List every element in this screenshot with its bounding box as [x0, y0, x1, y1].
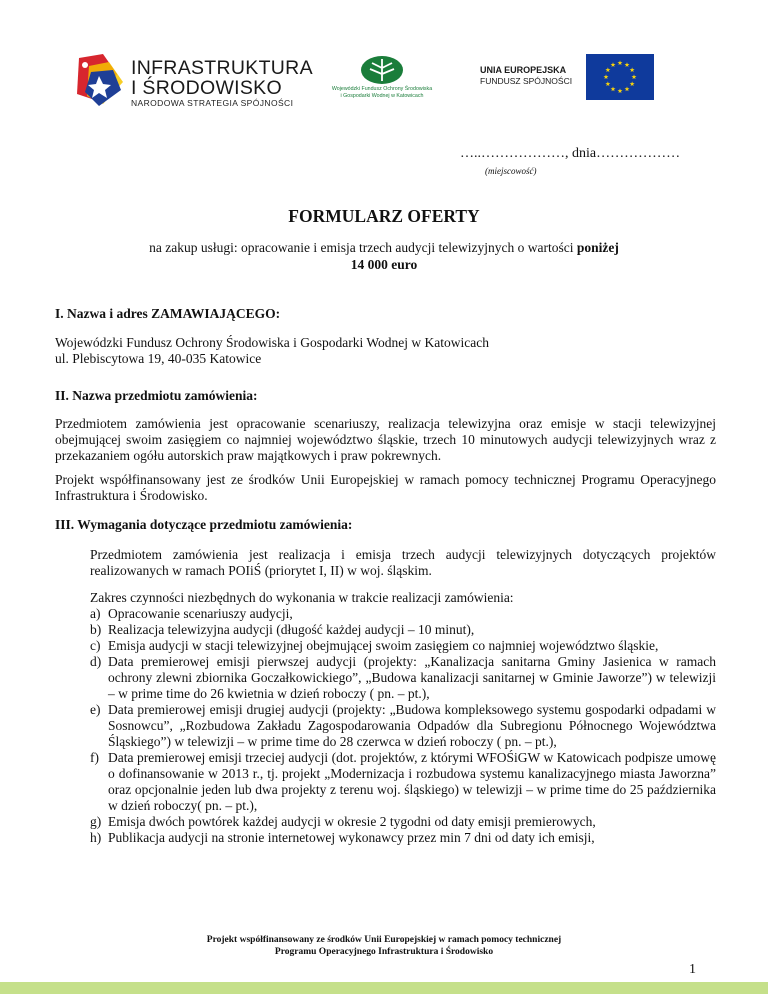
list-item: d) Data premierowej emisji pierwszej audycji (projekty: „Kanalizacja sanitarna Gminy Jasienica w ramach ochrony zlewni zbiornika Goczałkowickiego”, „Budowa kanalizacji sanitarnej w Gminie Jaworze”) w telewizji – w prime time do 26 kwietnia w dzień roboczy ( pn. – pt.), [90, 654, 716, 701]
page-number: 1 [689, 962, 696, 977]
list-item: e) Data premierowej emisji drugiej audycji (projekty: „Budowa kompleksowego systemu gospodarki odpadami w Sosnowcu”, „Rozbudowa Zakładu Zagospodarowania Odpadów dla Subregionu Północnego Województwa Śląskiego”) w telewizji – w prime time do 28 czerwca w dzień roboczy ( pn. – pt.), [90, 702, 716, 749]
page-subtitle: na zakup usługi: opracowanie i emisja trzech audycji telewizyjnych o wartości poniżej 14 000 euro [149, 240, 619, 272]
place-caption: (miejscowość) [485, 166, 537, 176]
list-item: c) Emisja audycji w stacji telewizyjnej obejmującej swoim zasięgiem co najmniej województwo śląskie, [90, 638, 659, 653]
logo-left-title: INFRASTRUKTURA I ŚRODOWISKO [131, 57, 313, 99]
list-item: b) Realizacja telewizyjna audycji (długość każdej audycji – 10 minut), [90, 622, 475, 637]
eu-flag-icon [586, 54, 654, 100]
logo-left-subtitle: NARODOWA STRATEGIA SPÓJNOŚCI [131, 98, 294, 108]
section-3-heading: III. Wymagania dotyczące przedmiotu zamówienia: [55, 517, 353, 532]
list-item: a) Opracowanie scenariuszy audycji, [90, 606, 293, 621]
section-1-heading: I. Nazwa i adres ZAMAWIAJĄCEGO: [55, 306, 281, 321]
section-1-address: Wojewódzki Fundusz Ochrony Środowiska i Gospodarki Wodnej w Katowicach ul. Plebiscytowa 19, 40-035 Katowice [55, 335, 490, 366]
logo-right-text: UNIA EUROPEJSKA FUNDUSZ SPÓJNOŚCI [480, 65, 573, 86]
section-3-paragraph: Przedmiotem zamówienia jest realizacja i emisja trzech audycji telewizyjnych dotyczących projektów realizowanych w ramach POIiŚ (priorytet I, II) w woj. śląskim. [90, 547, 716, 578]
footer-cofinancing-note: Projekt współfinansowany ze środków Unii Europejskiej w ramach pomocy technicznej Programu Operacyjnego Infrastruktura i Środowisko [206, 935, 562, 957]
requirements-list [84, 606, 716, 846]
footer-green-bar [0, 982, 768, 994]
list-item: f) Data premierowej emisji trzeciej audycji (dot. projektów, z którymi WFOŚiGW w Katowicach podpisze umowę o dofinansowanie w 2013 r., tj. projekt „Modernizacja i rozbudowa systemu kanalizacyjnego miasta Jaworzna” oraz opcjonalnie jeden lub dwa projekty z terenu woj. śląskiego) w telewizji – w prime time do 25 października w dzień roboczy( pn. – pt.), [90, 750, 716, 813]
section-2-heading: II. Nazwa przedmiotu zamówienia: [55, 388, 258, 403]
section-2-paragraph-1: Przedmiotem zamówienia jest opracowanie scenariuszy, realizacja telewizyjna oraz emisje w stacji telewizyjnej obejmującej swoim zasięgiem co najmniej województwo śląskie, trzech 10 minutowych audycji telewizyjnych wraz z przekazaniem ogółu autorskich praw majątkowych i praw pokrewnych. [55, 416, 716, 463]
section-3-intro: Zakres czynności niezbędnych do wykonania w trakcie realizacji zamówienia: [90, 590, 514, 605]
section-2-paragraph-2: Projekt współfinansowany jest ze środków Unii Europejskiej w ramach pomocy technicznej Programu Operacyjnego Infrastruktura i Środowisko. [55, 472, 716, 503]
list-item: g) Emisja dwóch powtórek każdej audycji w okresie 2 tygodni od daty emisji premierowych, [90, 814, 596, 829]
list-item: h) Publikacja audycji na stronie internetowej wykonawcy przez min 7 dni od daty ich emisji, [90, 830, 595, 845]
logo-infrastruktura-srodowisko [73, 52, 313, 110]
page-title: FORMULARZ OFERTY [288, 206, 480, 226]
leaf-emblem-icon [322, 54, 442, 86]
place-date-line[interactable]: …..………………, dnia……………… [460, 146, 681, 161]
logo-mid-text: Wojewódzki Fundusz Ochrony Środowiska i Gospodarki Wodnej w Katowicach [331, 86, 433, 99]
logo-wfosigw [322, 54, 442, 110]
nss-star-icon [73, 52, 129, 108]
logo-unia-europejska [478, 52, 658, 102]
